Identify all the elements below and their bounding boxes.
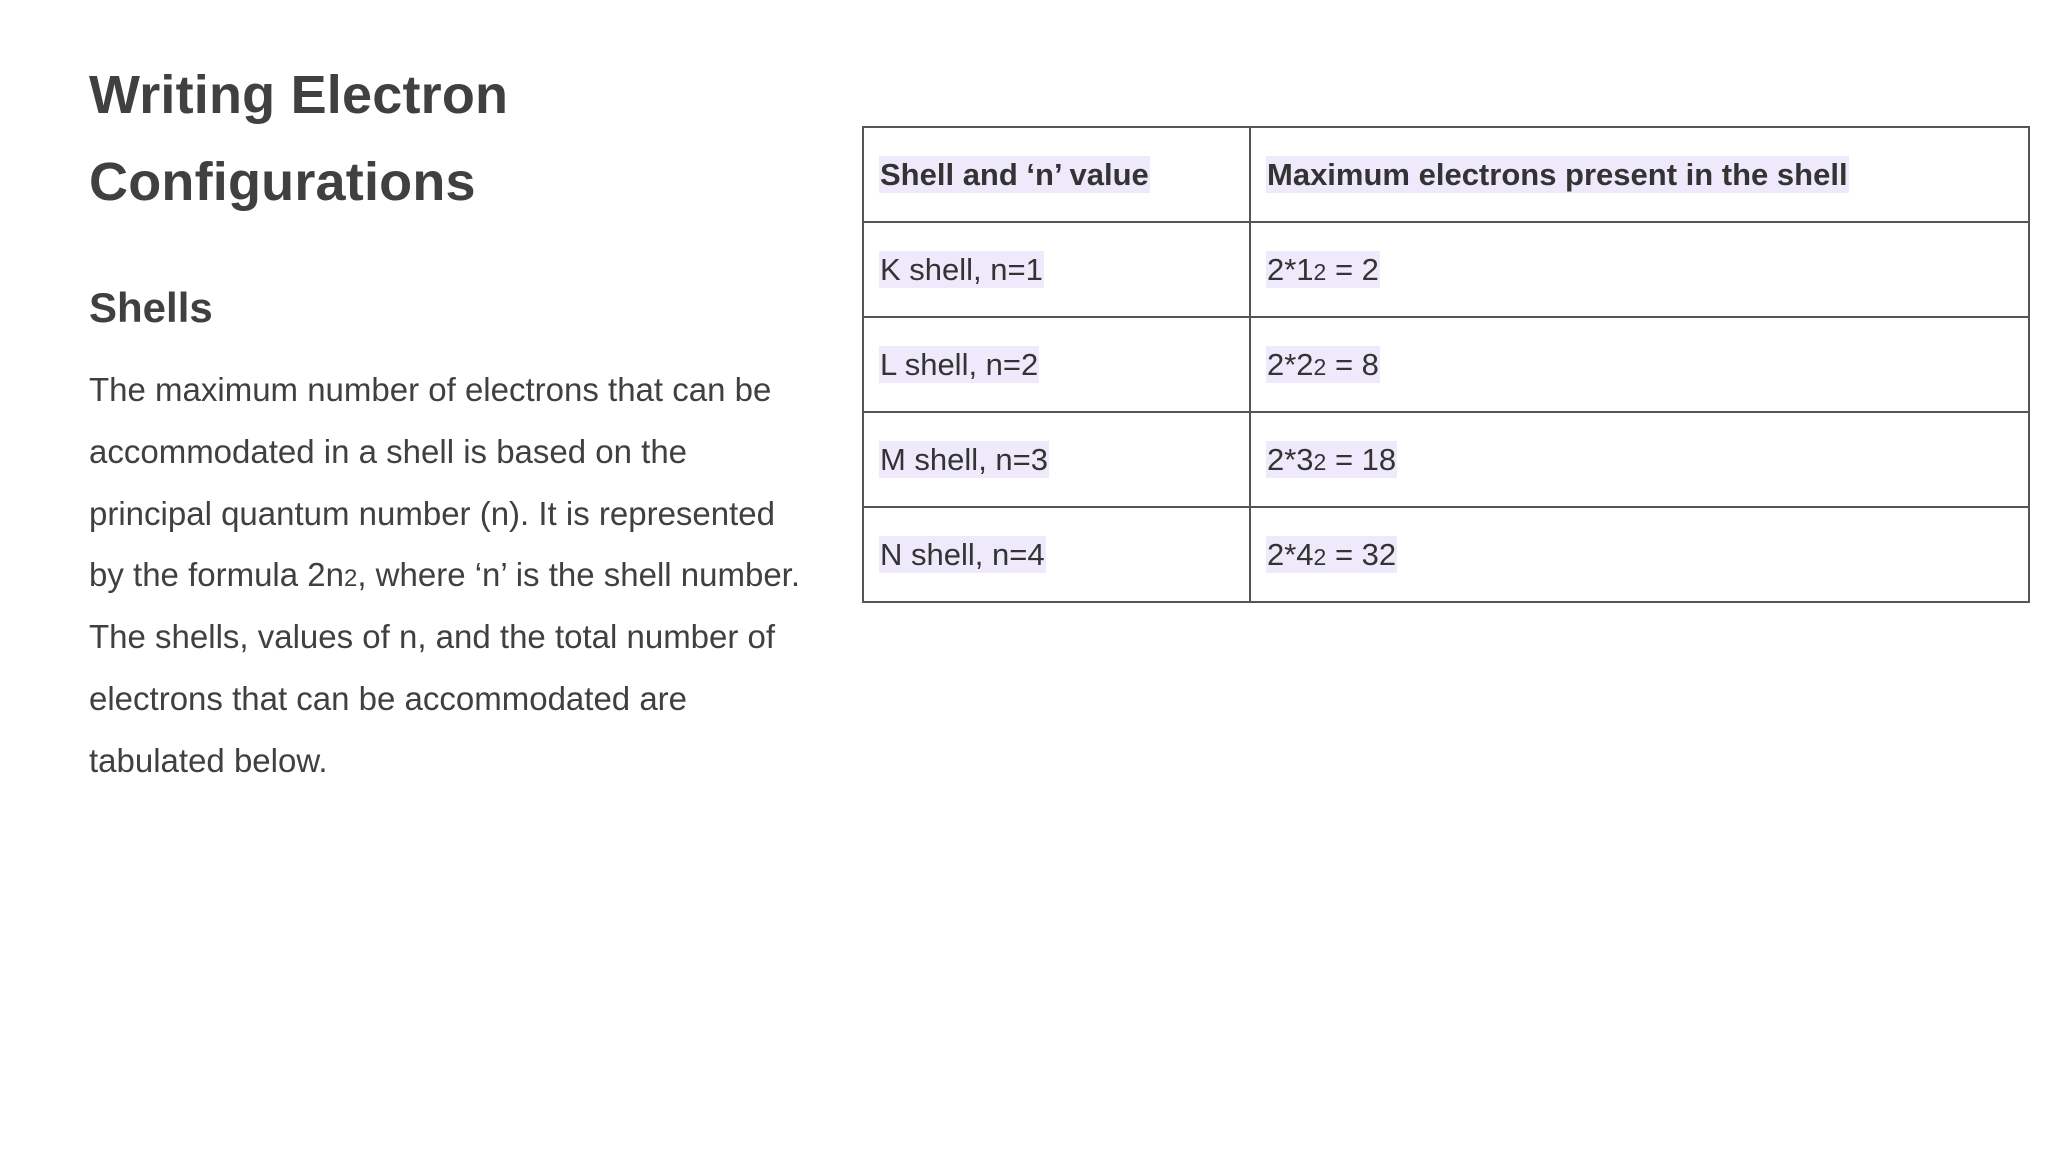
shell-table-container: [862, 126, 2028, 603]
cell-text: K shell, n=1: [880, 251, 1043, 287]
cell-shell: [863, 222, 1250, 317]
formula-base: 2*1: [1267, 251, 1314, 287]
formula-exponent: 2: [1313, 448, 1327, 475]
text-column: [89, 52, 809, 792]
cell-formula: [1266, 441, 1397, 478]
formula-result: = 18: [1326, 441, 1397, 477]
cell-shell: [863, 412, 1250, 507]
table-row: [863, 222, 2029, 317]
cell-max-electrons: [1250, 222, 2029, 317]
formula-base: 2*2: [1267, 346, 1314, 382]
paragraph-part-1: The maximum number of electrons that can be accommodated in a shell is based on the principal quantum number (n). It is represented by the formula 2n: [89, 371, 776, 594]
formula-result: = 32: [1326, 536, 1397, 572]
header-label: Shell and ‘n’ value: [880, 156, 1149, 192]
formula-exponent: 2: [1313, 543, 1327, 570]
section-heading: Shells: [89, 284, 213, 331]
formula-exponent: 2: [1313, 353, 1327, 380]
table-header-row: [863, 127, 2029, 222]
cell-max-electrons: [1250, 507, 2029, 602]
table-row: [863, 412, 2029, 507]
title-line-1: Writing Electron: [89, 65, 509, 125]
shell-table: [862, 126, 2030, 603]
cell-shell: [863, 507, 1250, 602]
formula-base: 2*3: [1267, 441, 1314, 477]
cell-max-electrons: [1250, 412, 2029, 507]
page-title: [89, 52, 809, 226]
cell-text: M shell, n=3: [880, 441, 1049, 477]
cell-max-electrons: [1250, 317, 2029, 412]
table-row: [863, 507, 2029, 602]
cell-shell: [863, 317, 1250, 412]
cell-formula: [1266, 251, 1380, 288]
table-row: [863, 317, 2029, 412]
cell-text: N shell, n=4: [880, 536, 1045, 572]
paragraph-superscript: 2: [343, 565, 358, 593]
body-paragraph: [89, 359, 809, 792]
paragraph-part-2: , where ‘n’ is the shell number. The shells, values of n, and the total number of electrons that can be accommodated are tabulated below.: [89, 556, 801, 779]
column-header-max-electrons: [1250, 127, 2029, 222]
header-label: Maximum electrons present in the shell: [1267, 156, 1848, 192]
formula-base: 2*4: [1267, 536, 1314, 572]
cell-text: L shell, n=2: [880, 346, 1039, 382]
cell-formula: [1266, 346, 1380, 383]
title-line-2: Configurations: [89, 152, 476, 212]
formula-result: = 8: [1326, 346, 1379, 382]
column-header-shell: [863, 127, 1250, 222]
cell-formula: [1266, 536, 1397, 573]
formula-exponent: 2: [1313, 258, 1327, 285]
formula-result: = 2: [1326, 251, 1379, 287]
